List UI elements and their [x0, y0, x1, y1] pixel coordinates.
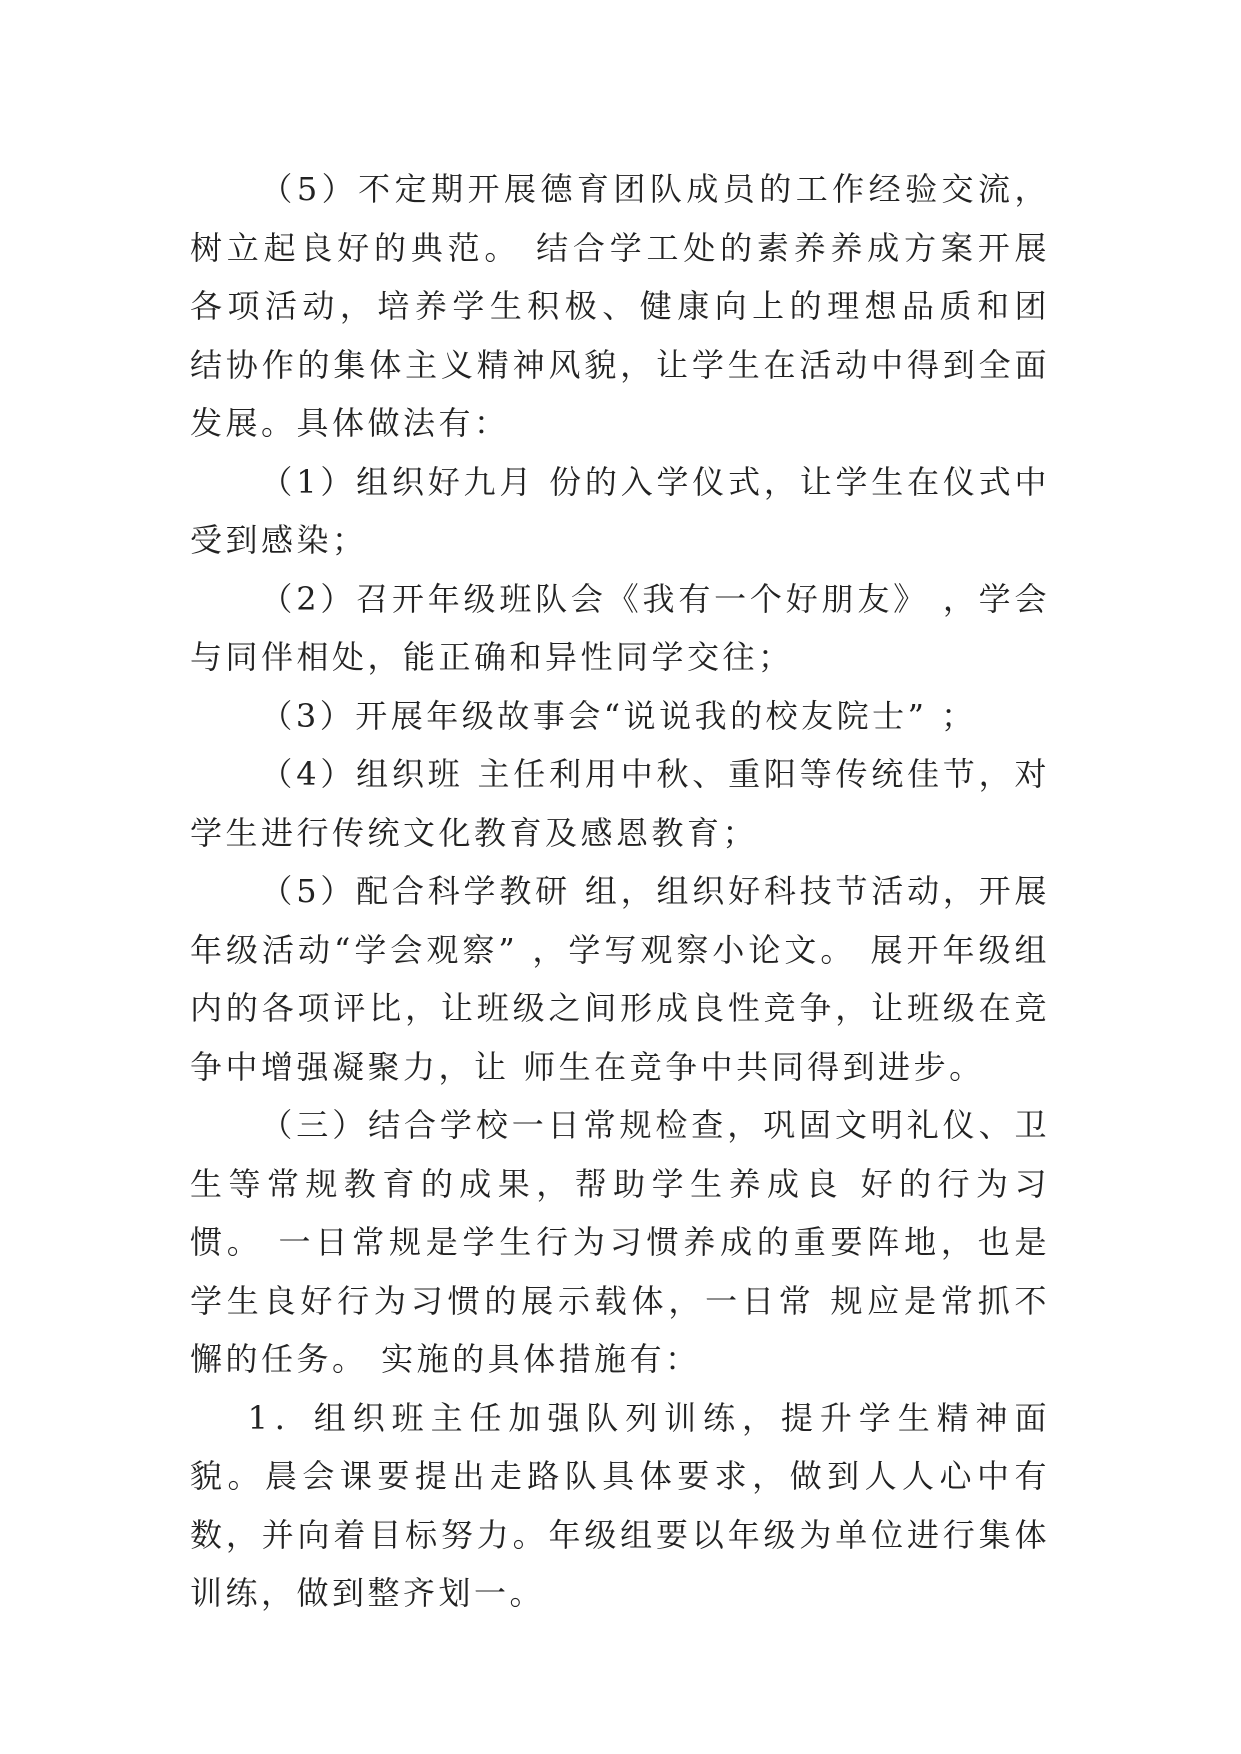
- paragraph-item-4: （4）组织班 主任利用中秋、重阳等传统佳节，对学生进行传统文化教育及感恩教育；: [190, 755, 1050, 852]
- paragraph-section-three: （三）结合学校一日常规检查，巩固文明礼仪、卫生等常规教育的成果，帮助学生养成良 好的行为习惯。 一日常规是学生行为习惯养成的重要阵地，也是学生良好行为习惯的展示载体，一日常 规应是常抓不懈的任务。 实施的具体措施有：: [190, 1106, 1050, 1378]
- paragraph-item-3: （3）开展年级故事会“说说我的校友院士” ；: [260, 696, 977, 735]
- paragraph-item-1: （1）组织好九月 份的入学仪式，让学生在仪式中受到感染；: [190, 462, 1050, 559]
- paragraph-item-2: （2）召开年级班队会《我有一个好朋友》 ，学会与同伴相处，能正确和异性同学交往；: [190, 579, 1050, 676]
- paragraph-item-5: （5）配合科学教研 组，组织好科技节活动，开展年级活动“学会观察” ，学写观察小论文。 展开年级组内的各项评比，让班级之间形成良性竞争，让班级在竞争中增强凝聚力，让 师生在竞争中共同得到进步。: [190, 872, 1050, 1086]
- document-body: [190, 160, 1050, 1623]
- paragraph-measure-1: 1．组织班主任加强队列训练，提升学生精神面貌。晨会课要提出走路队具体要求，做到人人心中有数，并向着目标努力。年级组要以年级为单位进行集体训练，做到整齐划一。: [190, 1398, 1050, 1612]
- paragraph-team-exchange: （5）不定期开展德育团队成员的工作经验交流，树立起良好的典范。 结合学工处的素养养成方案开展各项活动，培养学生积极、健康向上的理想品质和团 结协作的集体主义精神风貌，让学生在活动中得到全面发展。具体做法有：: [190, 170, 1050, 442]
